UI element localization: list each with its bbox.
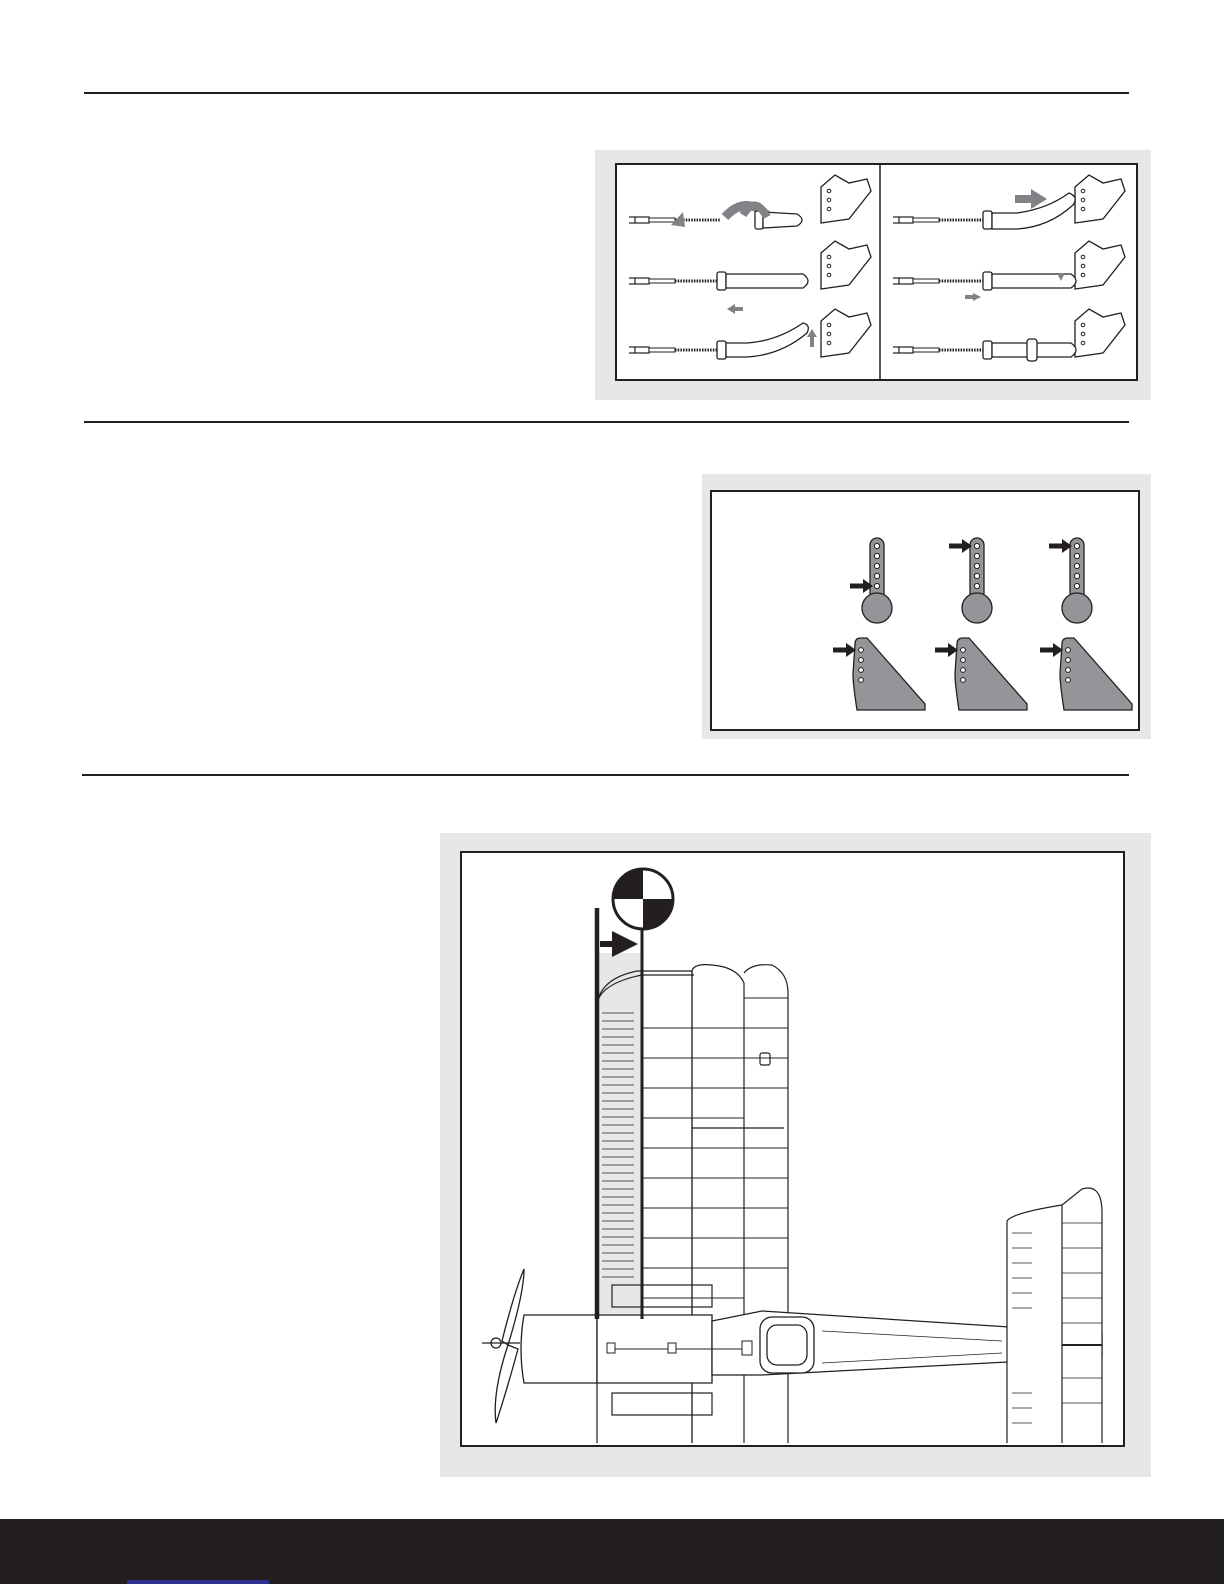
horn-figure-frame [710, 490, 1140, 731]
clevis-step-1 [629, 175, 871, 229]
section-divider-3 [82, 774, 1129, 776]
control-horn-2 [935, 638, 1027, 710]
section-divider-1 [84, 92, 1129, 94]
clevis-step-2 [629, 241, 871, 314]
cg-range-band [597, 953, 642, 1317]
clevis-step-5 [893, 241, 1125, 301]
servo-arm-2 [949, 538, 992, 623]
slide-arrow-icon [727, 304, 735, 314]
clevis-step-3 [629, 309, 871, 359]
servo-arm-and-horn-hole-positions [712, 492, 1138, 729]
section-divider-2 [84, 421, 1129, 423]
page-footer [0, 1519, 1224, 1584]
servo-arm-3 [1049, 538, 1092, 623]
control-horn-3 [1040, 638, 1132, 710]
clevis-figure-frame [615, 163, 1138, 381]
footer-link-underline[interactable] [127, 1580, 269, 1584]
cockpit-icon [760, 1317, 814, 1373]
clevis-installation-steps [617, 165, 1136, 379]
cg-symbol-icon [613, 869, 673, 929]
servo-arm-1 [850, 538, 892, 623]
airplane-top-view-cg-range [462, 853, 1123, 1445]
cg-figure-frame [460, 851, 1125, 1447]
clevis-step-4 [893, 175, 1125, 229]
control-horn-1 [833, 638, 925, 710]
tail-icon [1007, 1188, 1102, 1443]
clevis-step-6 [893, 309, 1125, 361]
propeller-icon [482, 1269, 524, 1423]
